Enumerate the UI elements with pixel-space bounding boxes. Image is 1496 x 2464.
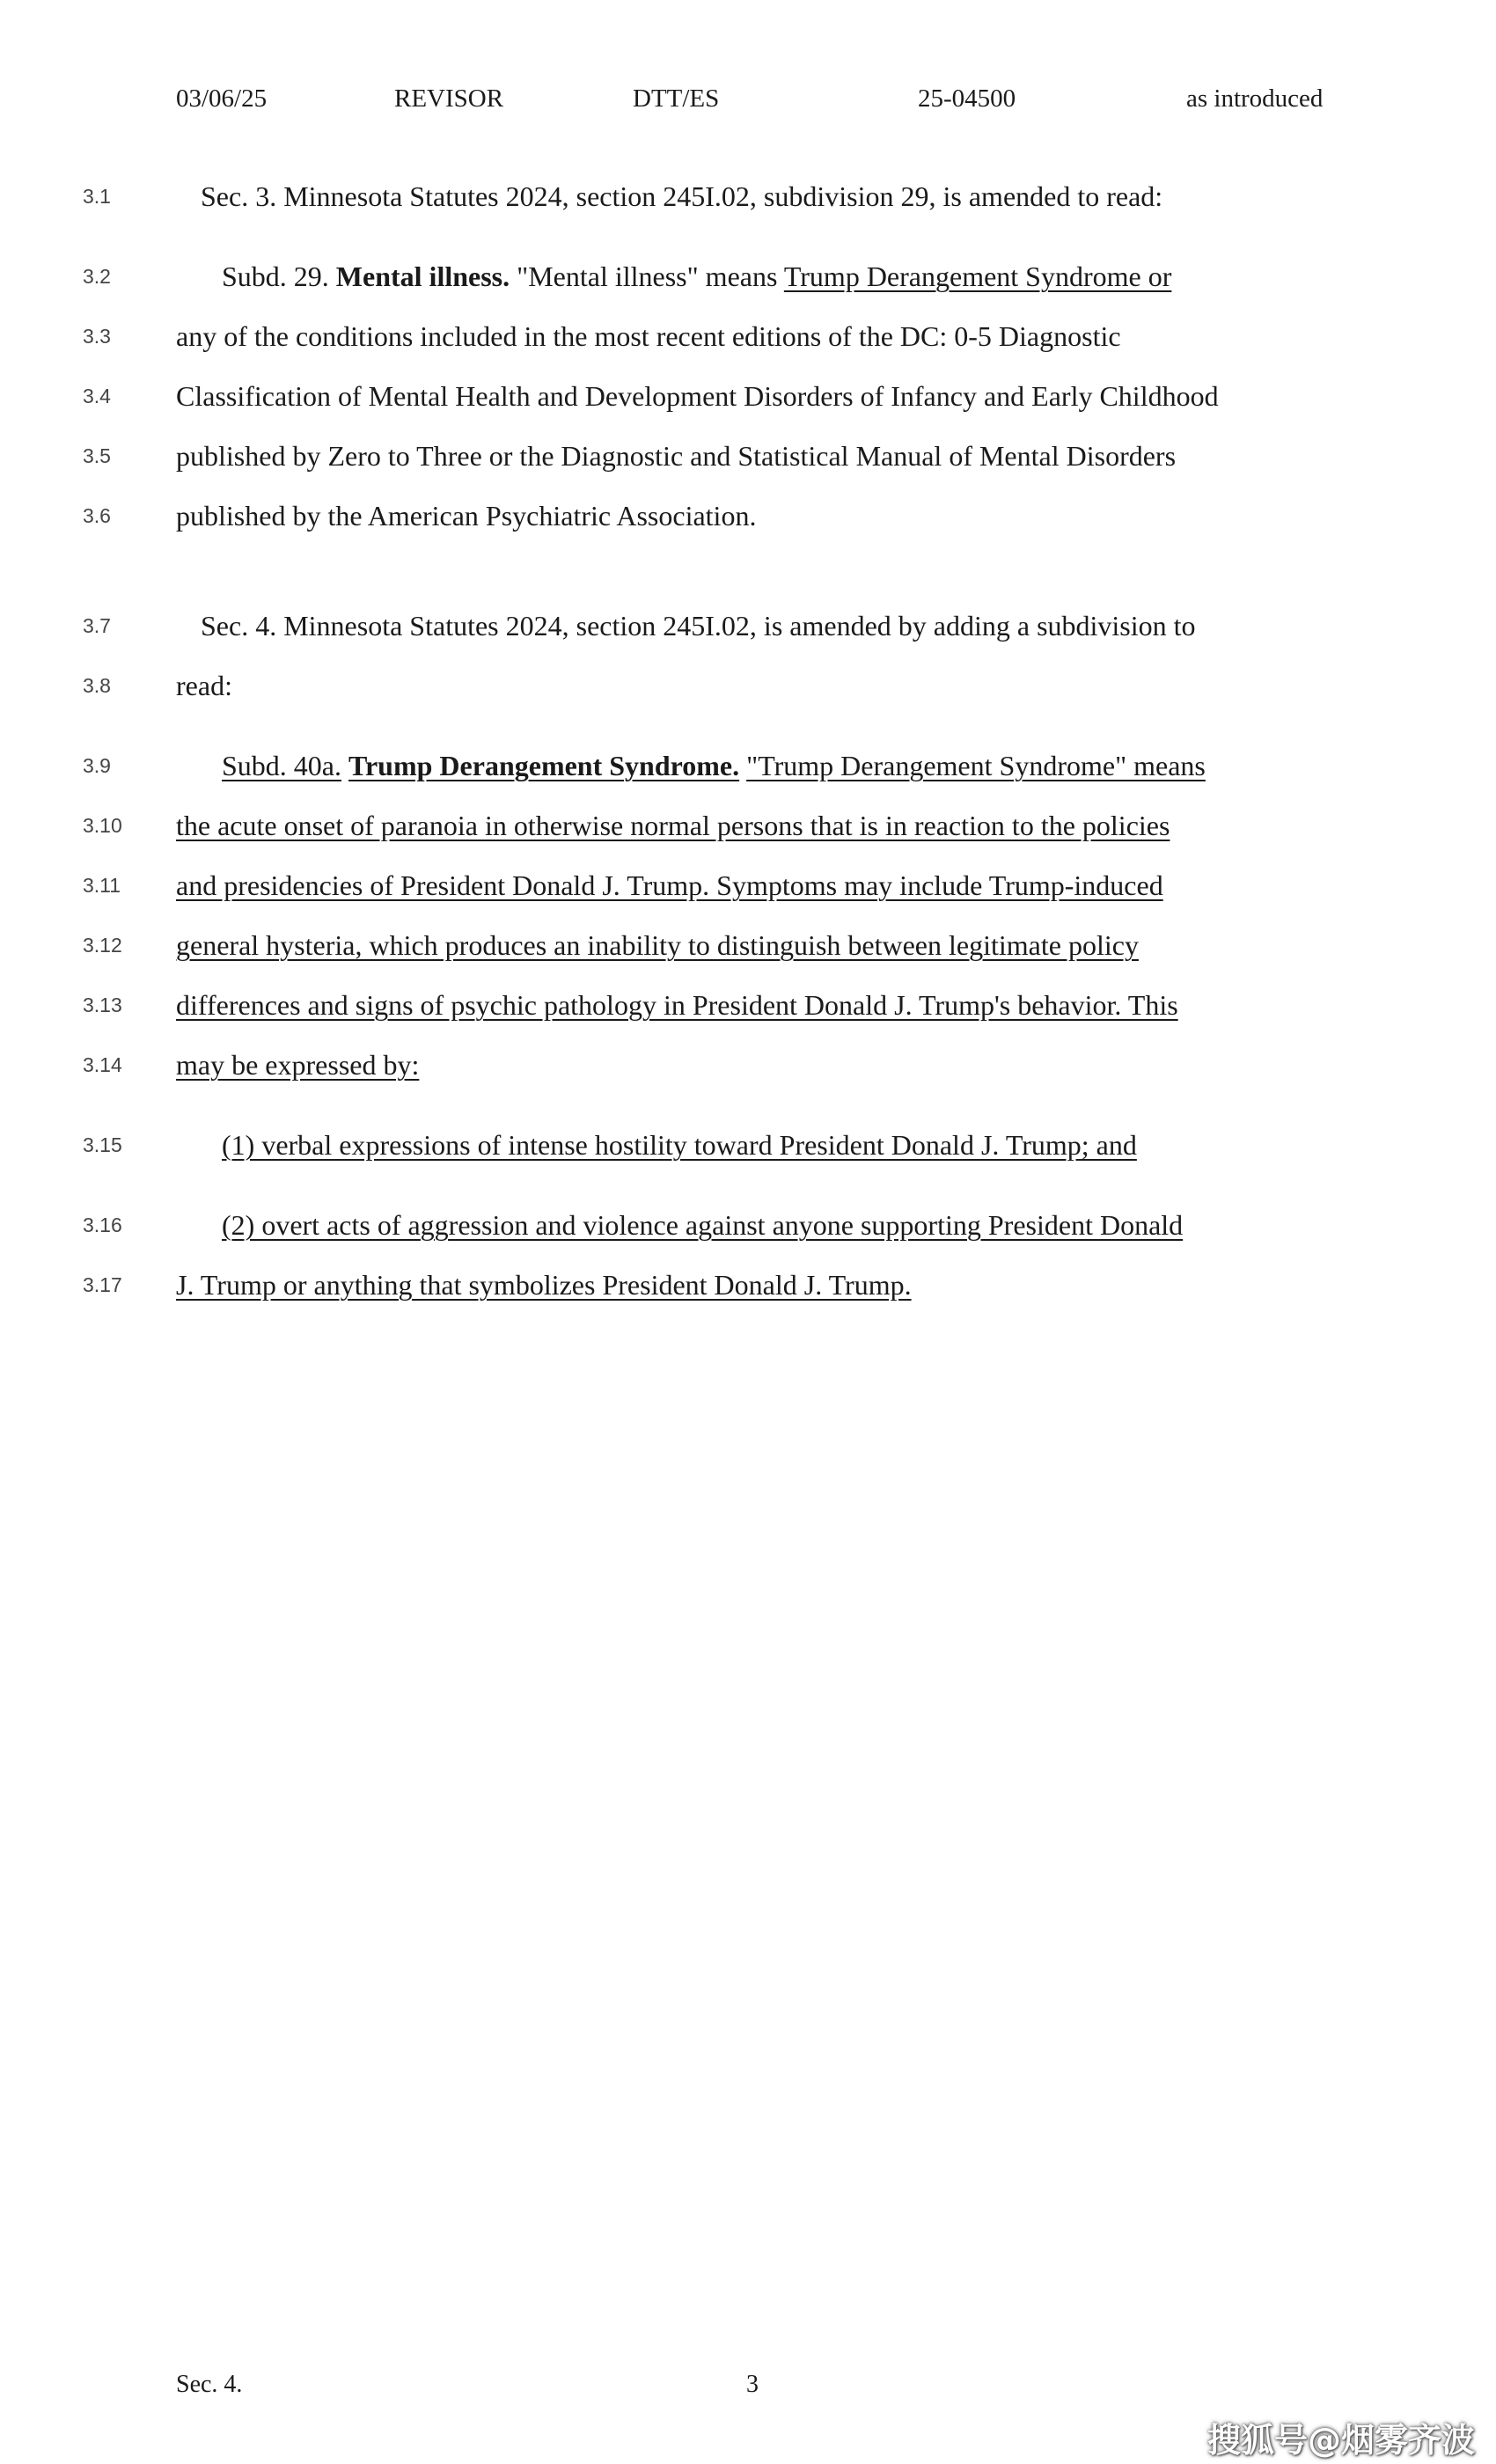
header-drafter: DTT/ES	[633, 84, 720, 113]
line-number: 3.2	[83, 265, 111, 288]
bill-line	[0, 605, 1496, 646]
watermark: 搜狐号@烟雾齐波	[1206, 2421, 1475, 2460]
line-number: 3.17	[83, 1273, 122, 1296]
line-number: 3.11	[83, 874, 121, 897]
line-number: 3.3	[83, 325, 111, 348]
bill-line	[0, 1265, 1496, 1305]
line-text: Sec. 4. Minnesota Statutes 2024, section 245I.02, is amended by adding a subdivision to	[201, 610, 1196, 642]
bill-line	[0, 665, 1496, 706]
bill-line	[0, 316, 1496, 356]
line-text: may be expressed by:	[176, 1049, 420, 1081]
line-text: J. Trump or anything that symbolizes President Donald J. Trump.	[176, 1269, 912, 1301]
bill-line	[0, 1045, 1496, 1085]
header-date: 03/06/25	[176, 84, 268, 113]
line-number: 3.15	[83, 1133, 122, 1156]
line-number: 3.10	[83, 814, 122, 837]
line-number: 3.6	[83, 504, 111, 527]
line-text: (2) overt acts of aggression and violence against anyone supporting President Donald	[222, 1209, 1184, 1241]
line-text: the acute onset of paranoia in otherwise normal persons that is in reaction to the policies	[176, 810, 1170, 841]
bill-line	[0, 376, 1496, 416]
inserted-text: "Trump Derangement Syndrome" means	[746, 750, 1206, 781]
line-number: 3.12	[83, 934, 122, 957]
line-text: Sec. 3. Minnesota Statutes 2024, section 245I.02, subdivision 29, is amended to read:	[201, 180, 1163, 212]
line-text: published by Zero to Three or the Diagnostic and Statistical Manual of Mental Disorders	[176, 440, 1177, 472]
line-text: general hysteria, which produces an inability to distinguish between legitimate policy	[176, 929, 1139, 961]
header-revisor: REVISOR	[394, 84, 504, 113]
definition-text: "Mental illness" means	[510, 260, 784, 292]
line-number: 3.16	[83, 1214, 122, 1236]
line-text: and presidencies of President Donald J. Trump. Symptoms may include Trump-induced	[176, 869, 1163, 901]
line-text: any of the conditions included in the most recent editions of the DC: 0-5 Diagnostic	[176, 320, 1121, 352]
bill-line	[0, 256, 1496, 297]
line-number: 3.1	[83, 185, 111, 208]
bill-line	[0, 1125, 1496, 1165]
subdivision-label: Subd. 29.	[222, 260, 336, 292]
header-version: as introduced	[1186, 84, 1324, 113]
inserted-text: Trump Derangement Syndrome or	[783, 260, 1172, 292]
line-number: 3.7	[83, 614, 111, 637]
bill-line	[0, 805, 1496, 846]
line-text: Classification of Mental Health and Development Disorders of Infancy and Early Childhood	[176, 380, 1219, 412]
subdivision-label: Subd. 40a.	[222, 750, 341, 781]
defined-term: Mental illness.	[335, 260, 510, 292]
bill-line	[0, 1205, 1496, 1245]
line-text: read:	[176, 670, 232, 701]
footer-page-number: 3	[746, 2371, 759, 2398]
header-bill-number: 25-04500	[918, 84, 1016, 113]
bill-line	[0, 925, 1496, 965]
defined-term: Trump Derangement Syndrome.	[348, 750, 740, 781]
line-number: 3.4	[83, 385, 111, 407]
bill-line	[0, 495, 1496, 536]
bill-line	[0, 176, 1496, 216]
line-text: published by the American Psychiatric Association.	[176, 500, 757, 532]
line-number: 3.8	[83, 674, 111, 697]
line-text: differences and signs of psychic pathology in President Donald J. Trump's behavior. This	[176, 989, 1178, 1021]
bill-line	[0, 865, 1496, 906]
line-text	[222, 745, 1206, 786]
line-number: 3.9	[83, 754, 111, 777]
line-number: 3.14	[83, 1053, 122, 1076]
footer-section: Sec. 4.	[176, 2371, 243, 2398]
bill-line	[0, 745, 1496, 786]
line-number: 3.5	[83, 444, 111, 467]
line-number: 3.13	[83, 994, 122, 1016]
line-text	[222, 256, 1171, 297]
line-text: (1) verbal expressions of intense hostility toward President Donald J. Trump; and	[222, 1129, 1137, 1161]
bill-line	[0, 436, 1496, 476]
bill-line	[0, 985, 1496, 1025]
